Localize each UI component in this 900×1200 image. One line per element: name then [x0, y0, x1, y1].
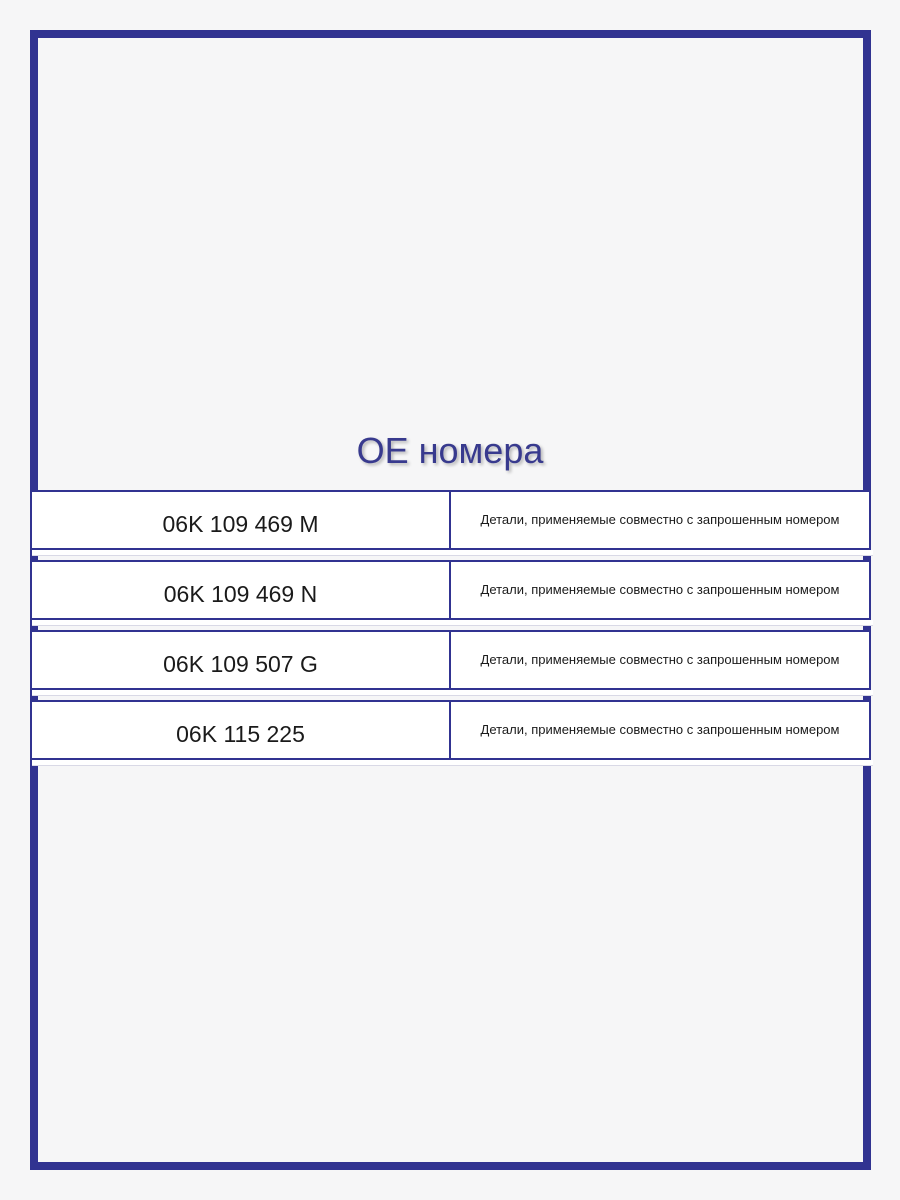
oe-number[interactable]: 06K 109 469 M	[30, 490, 450, 550]
oe-description: Детали, применяемые совместно с запрошенным номером	[450, 630, 871, 690]
oe-number-list	[30, 490, 871, 770]
list-item	[30, 560, 871, 620]
list-item	[30, 630, 871, 690]
oe-number[interactable]: 06K 109 469 N	[30, 560, 450, 620]
list-item	[30, 490, 871, 550]
oe-description: Детали, применяемые совместно с запрошенным номером	[450, 560, 871, 620]
list-item	[30, 700, 871, 760]
oe-number[interactable]: 06K 109 507 G	[30, 630, 450, 690]
oe-description: Детали, применяемые совместно с запрошенным номером	[450, 490, 871, 550]
page-title: OE номера	[356, 430, 544, 471]
oe-number[interactable]: 06K 115 225	[30, 700, 450, 760]
oe-description: Детали, применяемые совместно с запрошенным номером	[450, 700, 871, 760]
